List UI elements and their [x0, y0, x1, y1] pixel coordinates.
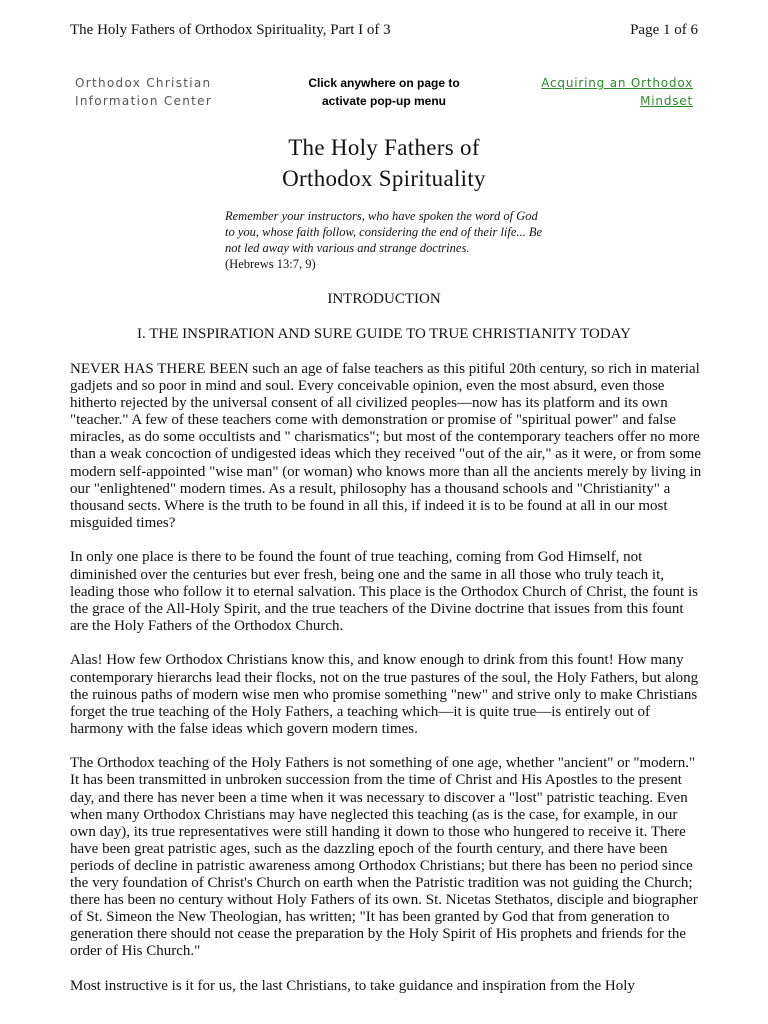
paragraph: Most instructive is it for us, the last Christians, to take guidance and inspiration from the Holy — [70, 978, 635, 994]
site-bar — [75, 74, 693, 114]
page-title — [0, 132, 768, 194]
page-title-line1: The Holy Fathers of — [288, 135, 480, 160]
print-header — [70, 21, 698, 39]
epigraph-quote: Remember your instructors, who have spoken the word of God to you, whose faith follow, considering the end of their life... Be not led away with various and strange doctrines. — [225, 209, 543, 255]
intro-heading: INTRODUCTION — [327, 291, 441, 307]
epigraph-citation: (Hebrews 13:7, 9) — [225, 257, 316, 271]
organization-name-line1: Orthodox Christian — [75, 76, 212, 90]
paragraph: Alas! How few Orthodox Christians know this, and know enough to drink from this fount! How many contemporary hierarchs lead their flocks, not on the true pastures of the soul, the Holy Fathers, but along the ruinous paths of modern wise men who promise something "new" and strive only to make Christians forget the true teaching of the Holy Fathers, a teaching which—it is quite true—is entirely out of harmony with the false ideas which govern modern times. — [70, 652, 699, 737]
series-link[interactable] — [541, 74, 693, 110]
section-heading: I. THE INSPIRATION AND SURE GUIDE TO TRUE CHRISTIANITY TODAY — [137, 326, 631, 342]
series-link-line2: Mindset — [640, 94, 693, 108]
paragraph: The Orthodox teaching of the Holy Fathers is not something of one age, whether "ancient" or "modern." It has been transmitted in unbroken succession from the time of Christ and His Apostles to the present day, and there has never been a time when it was necessary to discover a "lost" patristic teaching. Even when many Orthodox Christians may have neglected this teaching (as is the case, for example, in our own day), its true representatives were still handing it down to those who hungered to receive it. There have been great patristic ages, such as the dazzling epoch of the fourth century, and there have been periods of decline in patristic awareness among Orthodox Christians; but there has been no period since the very foundation of Christ's Church on earth when the Patristic tradition was not guiding the Church; there has been no century without Holy Fathers of its own. St. Nicetas Stethatos, disciple and biographer of St. Simeon the New Theologian, has written; "It has been granted by God that from generation to generation there should not cease the preparation by the Holy Spirit of His prophets and friends for the order of His Church." — [70, 755, 698, 960]
page-title-line2: Orthodox Spirituality — [282, 166, 486, 191]
popup-menu-hint-line2: activate pop-up menu — [321, 94, 446, 108]
popup-menu-hint[interactable] — [280, 74, 488, 110]
article-body — [70, 361, 702, 1013]
paragraph: NEVER HAS THERE BEEN such an age of false teachers as this pitiful 20th century, so rich in material gadjets and so poor in mind and soul. Every conceivable opinion, even the most absurd, even those hitherto rejected by the universal consent of all civilized peoples—now has its platform and its own "teacher." A few of these teachers come with demonstration or promise of "spiritual power" and false miracles, as do some occultists and " charismatics"; but most of the contemporary teachers offer no more than a weak concoction of undigested ideas which they received "out of the air," as it were, or from some modern self-appointed "wise man" (or woman) who knows more than all the ancients merely by living in our "enlightened" modern times. As a result, philosophy has a thousand schools and "Christianity" a thousand sects. Where is the truth to be found in all this, if indeed it is to be found at all in our most misguided times? — [70, 361, 702, 531]
organization-name — [75, 74, 212, 110]
epigraph — [225, 208, 545, 272]
paragraph: In only one place is there to be found the fount of true teaching, coming from God Himself, not diminished over the centuries but ever fresh, being one and the same in all those who truly teach it, leading those who follow it to eternal salvation. This place is the Orthodox Church of Christ, the fount is the grace of the All-Holy Spirit, and the true teachers of the Divine doctrine that issues from this fount are the Holy Fathers of the Orthodox Church. — [70, 549, 698, 634]
series-link-line1: Acquiring an Orthodox — [541, 76, 693, 90]
page-number: Page 1 of 6 — [630, 22, 698, 38]
organization-name-line2: Information Center — [75, 94, 213, 108]
document-title: The Holy Fathers of Orthodox Spirituality, Part I of 3 — [70, 22, 391, 38]
popup-menu-hint-line1: Click anywhere on page to — [308, 76, 460, 90]
